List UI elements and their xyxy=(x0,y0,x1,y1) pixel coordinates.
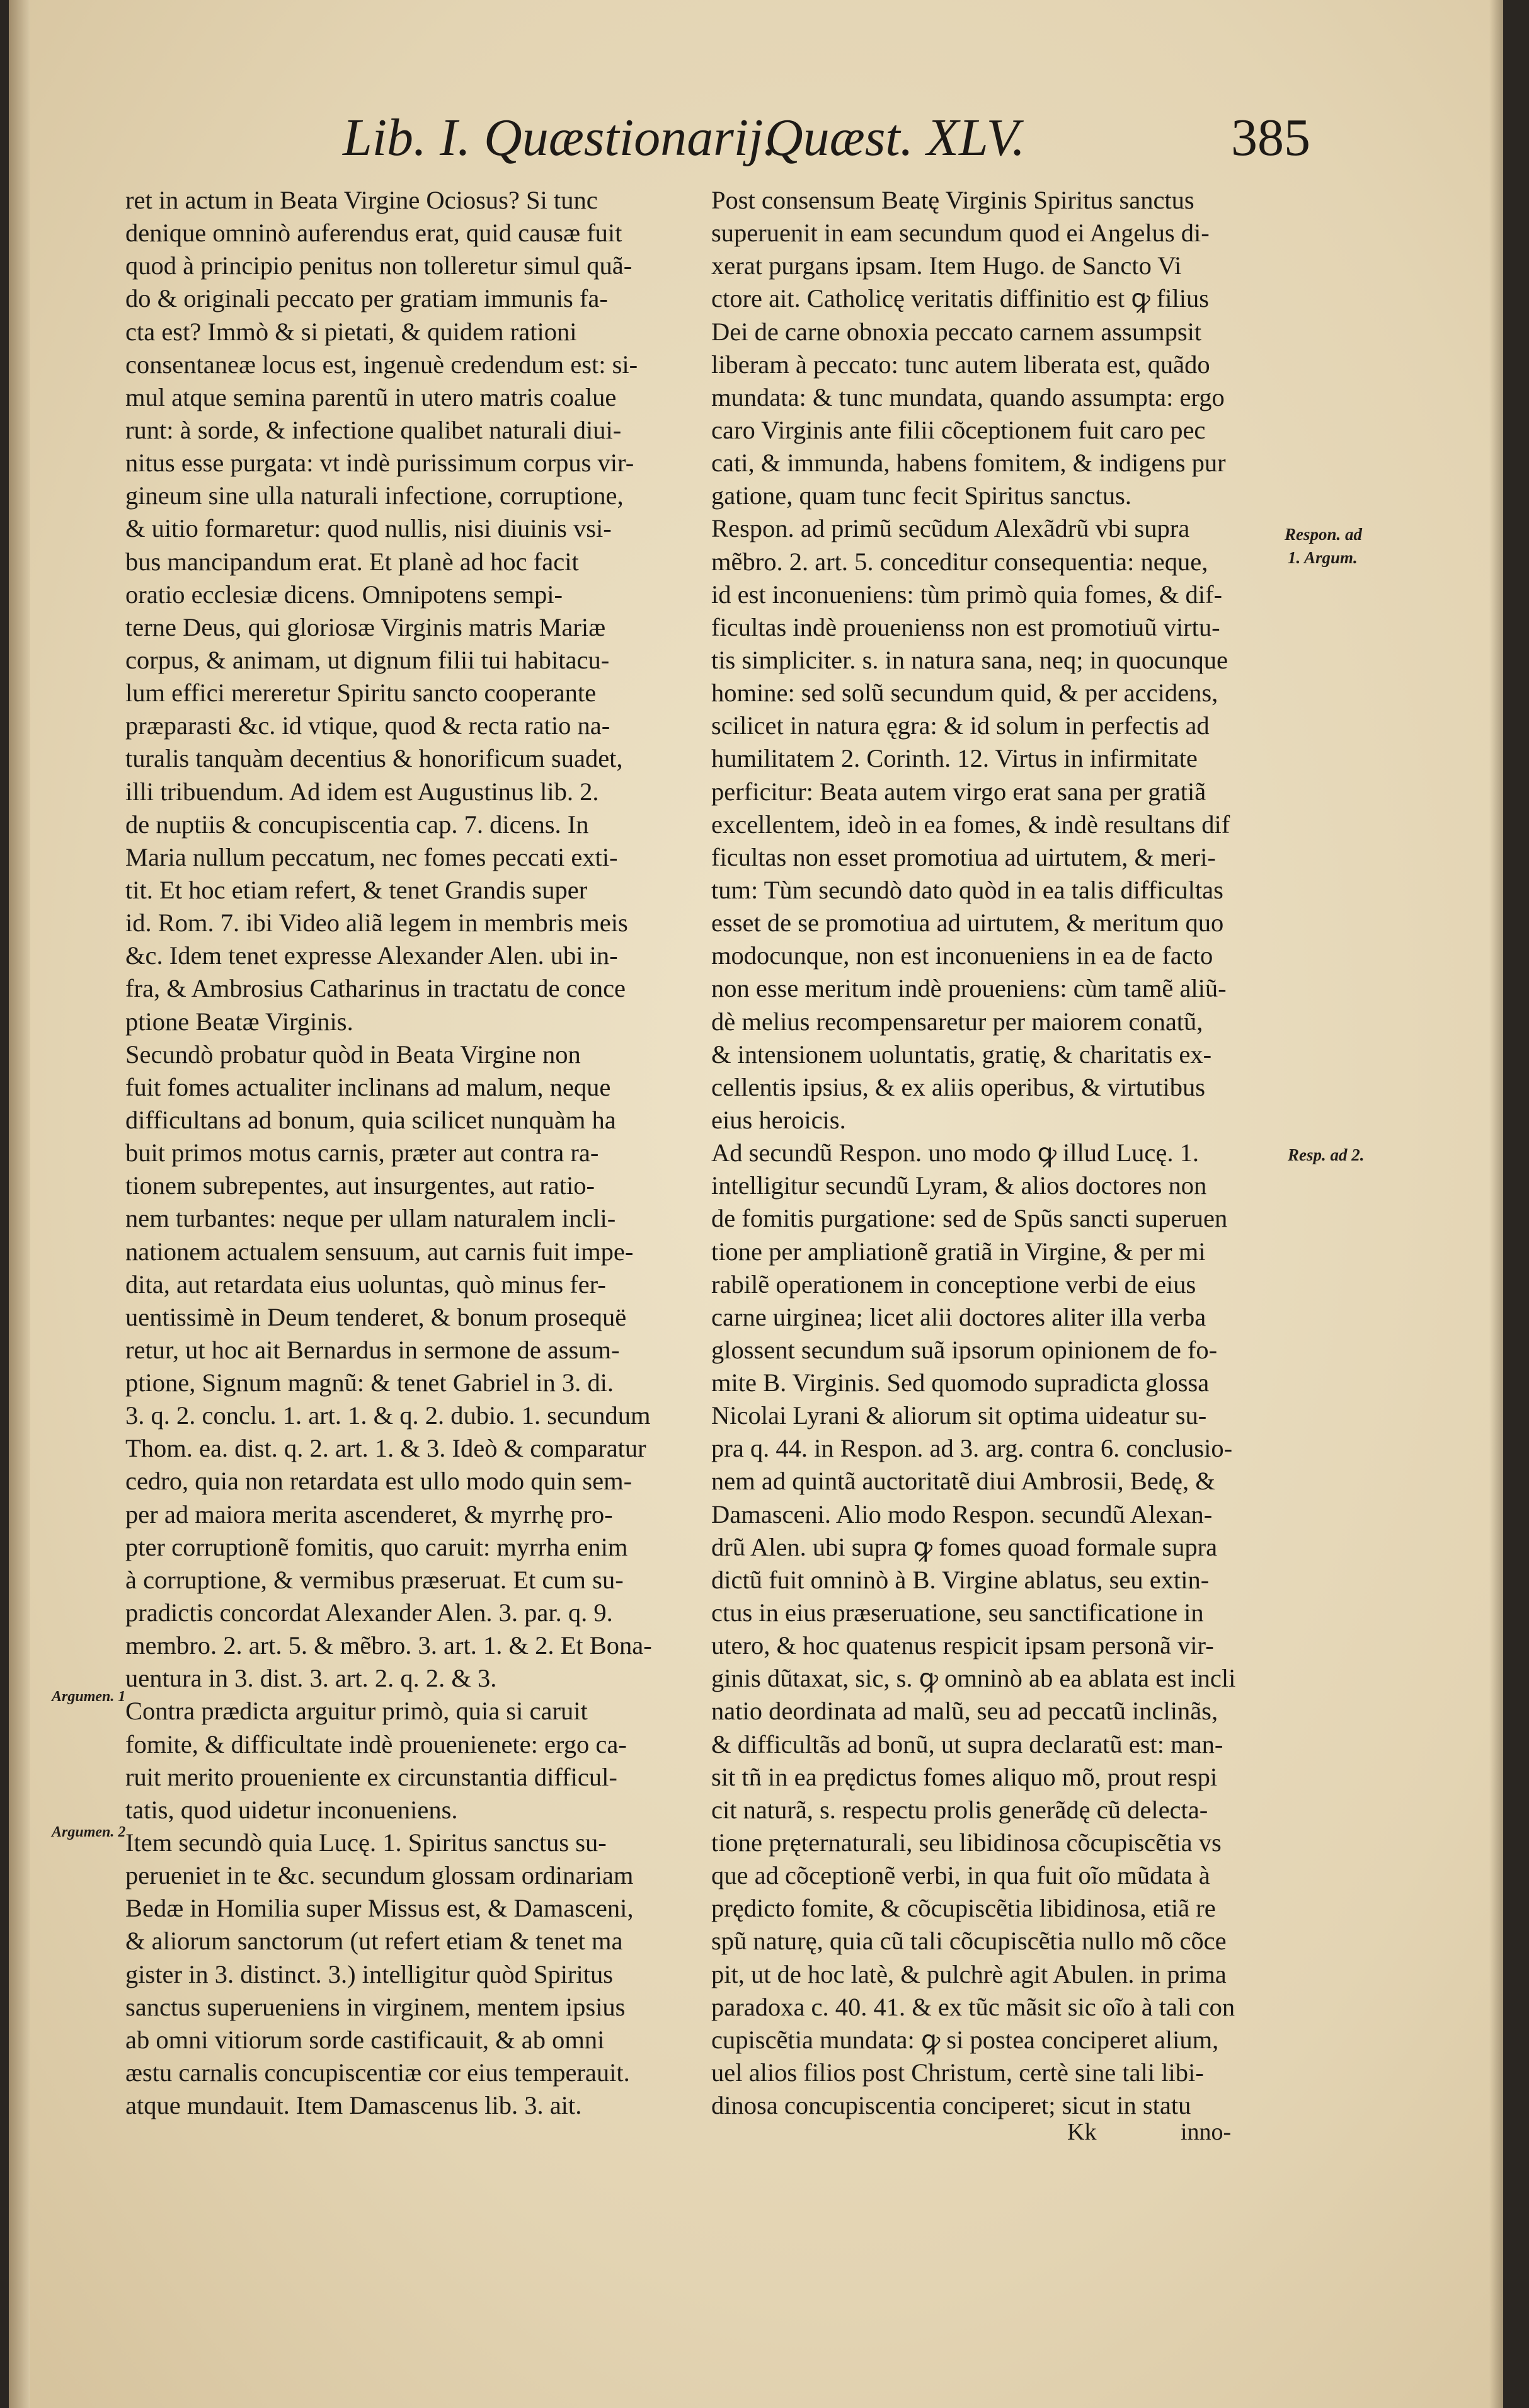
text-line: dita, aut retardata eius uoluntas, quò minus fer- xyxy=(125,1270,606,1299)
text-line: natio deordinata ad malũ, seu ad peccatũ inclinãs, xyxy=(711,1697,1218,1726)
text-line: pter corruptionẽ fomitis, quo caruit: myrrha enim xyxy=(125,1532,628,1561)
text-line: æstu carnalis concupiscentiæ cor eius temperauit. xyxy=(125,2058,630,2087)
text-line: buit primos motus carnis, præter aut contra ra- xyxy=(125,1138,599,1167)
page-edge-shadow xyxy=(1489,0,1503,2408)
text-line: utero, & hoc quatenus respicit ipsam personã vir- xyxy=(711,1631,1214,1660)
text-line: tione pręternaturali, seu libidinosa cõcupiscẽtia vs xyxy=(711,1828,1222,1857)
text-line: Damasceni. Alio modo Respon. secundũ Alexan- xyxy=(711,1499,1213,1528)
text-line: per ad maiora merita ascenderet, & myrrhę pro- xyxy=(125,1499,613,1528)
text-line: tatis, quod uidetur inconueniens. xyxy=(125,1795,458,1824)
text-line: ptione Beatæ Virginis. xyxy=(125,1007,353,1036)
text-line: membro. 2. art. 5. & mẽbro. 3. art. 1. & 2. Et Bona- xyxy=(125,1631,652,1660)
text-line: modocunque, non est inconueniens in ea de facto xyxy=(711,941,1213,970)
binding-gutter xyxy=(9,0,30,2408)
text-line: ctus in eius præseruatione, seu sanctificatione in xyxy=(711,1598,1204,1627)
text-line: à corruptione, & vermibus præseruat. Et cum su- xyxy=(125,1565,624,1594)
text-line: de nuptiis & concupiscentia cap. 7. dicens. In xyxy=(125,810,589,839)
text-line: consentaneæ locus est, ingenuè credendum est: si- xyxy=(125,350,638,379)
text-line: excellentem, ideò in ea fomes, & indè resultans dif xyxy=(711,810,1230,839)
text-line: denique omninò auferendus erat, quid causæ fuit xyxy=(125,219,622,248)
text-line: superuenit in eam secundum quod ei Angelus di- xyxy=(711,219,1210,248)
text-line: perficitur: Beata autem virgo erat sana per gratiã xyxy=(711,777,1206,806)
text-line: Nicolai Lyrani & aliorum sit optima uideatur su- xyxy=(711,1401,1207,1430)
text-line: glossent secundum suã ipsorum opinionem de fo- xyxy=(711,1335,1218,1364)
text-line: 3. q. 2. conclu. 1. art. 1. & q. 2. dubio. 1. secundum xyxy=(125,1401,651,1430)
text-line: pradictis concordat Alexander Alen. 3. par. q. 9. xyxy=(125,1598,613,1627)
text-line: gineum sine ulla naturali infectione, corruptione, xyxy=(125,481,624,510)
text-line: Post consensum Beatę Virginis Spiritus sanctus xyxy=(711,186,1194,214)
text-line: non esse meritum indè proueniens: cùm tamẽ aliũ- xyxy=(711,974,1227,1003)
text-line: homine: sed solũ secundum quid, & per accidens, xyxy=(711,679,1218,708)
text-line: ptione, Signum magnũ: & tenet Gabriel in 3. di. xyxy=(125,1368,614,1397)
text-line: dè melius recompensaretur per maiorem conatũ, xyxy=(711,1007,1203,1036)
margin-note-argumen-2: Argumen. 2 xyxy=(52,1824,126,1840)
text-line: tionem subrepentes, aut insurgentes, aut ratio- xyxy=(125,1171,595,1200)
text-line: drũ Alen. ubi supra ꝙ fomes quoad formale supra xyxy=(711,1532,1218,1561)
margin-note-1-argum: 1. Argum. xyxy=(1288,548,1358,567)
text-line: atque mundauit. Item Damascenus lib. 3. ait. xyxy=(125,2091,582,2120)
text-line: & difficultãs ad bonũ, ut supra declaratũ est: man- xyxy=(711,1729,1223,1758)
text-line: lum effici mereretur Spiritu sancto cooperante xyxy=(125,679,597,708)
text-line: pit, ut de hoc latè, & pulchrè agit Abulen. in prima xyxy=(711,1959,1227,1988)
text-line: rabilẽ operationem in conceptione verbi de eius xyxy=(711,1270,1196,1299)
text-line: mundata: & tunc mundata, quando assumpta: ergo xyxy=(711,382,1225,411)
catchword: inno- xyxy=(1181,2119,1232,2145)
text-line: mul atque semina parentũ in utero matris coalue xyxy=(125,382,617,411)
text-line: humilitatem 2. Corinth. 12. Virtus in infirmitate xyxy=(711,744,1198,773)
text-line: nationem actualem sensuum, aut carnis fuit impe- xyxy=(125,1237,634,1266)
text-line: ficultas indè prouenienss non est promotiuũ virtu- xyxy=(711,612,1220,641)
text-line: Secundò probatur quòd in Beata Virgine non xyxy=(125,1040,581,1069)
text-line: corpus, & animam, ut dignum filii tui habitacu- xyxy=(125,645,610,674)
text-line: Item secundò quia Lucę. 1. Spiritus sanctus su- xyxy=(125,1828,607,1857)
text-line: cedro, quia non retardata est ullo modo quin sem- xyxy=(125,1467,633,1496)
text-line: id est inconueniens: tùm primò quia fomes, & dif- xyxy=(711,580,1222,609)
text-line: intelligitur secundũ Lyram, & alios doctores non xyxy=(711,1171,1207,1200)
margin-note-respon-ad-1: Respon. ad xyxy=(1285,525,1363,544)
text-line: liberam à peccato: tunc autem liberata est, quãdo xyxy=(711,350,1210,379)
text-line: cupiscẽtia mundata: ꝙ si postea conciperet alium, xyxy=(711,2025,1219,2054)
text-line: difficultans ad bonum, quia scilicet nunquàm ha xyxy=(125,1105,616,1134)
text-line: mite B. Virginis. Sed quomodo supradicta glossa xyxy=(711,1368,1210,1397)
text-line: nitus esse purgata: vt indè purissimum corpus vir- xyxy=(125,449,634,478)
text-line: illi tribuendum. Ad idem est Augustinus lib. 2. xyxy=(125,777,599,806)
header-question: Quæst. XLV. xyxy=(765,108,1026,167)
left-column xyxy=(125,184,680,2122)
text-line: &c. Idem tenet expresse Alexander Alen. ubi in- xyxy=(125,941,618,970)
text-line: bus mancipandum erat. Et planè ad hoc facit xyxy=(125,547,579,576)
text-line: turalis tanquàm decentius & honorificum suadet, xyxy=(125,744,623,773)
text-line: ficultas non esset promotiua ad uirtutem, & meri- xyxy=(711,842,1216,871)
text-line: de fomitis purgatione: sed de Spũs sancti superuen xyxy=(711,1204,1228,1233)
text-line: & aliorum sanctorum (ut refert etiam & tenet ma xyxy=(125,1927,623,1956)
text-line: cta est? Immò & si pietati, & quidem rationi xyxy=(125,317,577,346)
text-line: cati, & immunda, habens fomitem, & indigens pur xyxy=(711,449,1226,478)
text-line: ginis dũtaxat, sic, s. ꝙ omninò ab ea ablata est incli xyxy=(711,1664,1236,1693)
text-line: sit tñ in ea prędictus fomes aliquo mõ, prout respi xyxy=(711,1762,1218,1791)
text-line: fra, & Ambrosius Catharinus in tractatu de conce xyxy=(125,974,626,1003)
text-line: Contra prædicta arguitur primò, quia si caruit xyxy=(125,1697,588,1726)
text-line: tis simpliciter. s. in natura sana, neq; in quocunque xyxy=(711,645,1228,674)
text-line: perueniet in te &c. secundum glossam ordinariam xyxy=(125,1861,634,1890)
text-line: tum: Tùm secundò dato quòd in ea talis difficultas xyxy=(711,875,1223,904)
text-line: scilicet in natura ęgra: & id solum in perfectis ad xyxy=(711,711,1210,740)
text-line: caro Virginis ante filii cõceptionem fuit caro pec xyxy=(711,415,1206,444)
text-line: oratio ecclesiæ dicens. Omnipotens sempi- xyxy=(125,580,563,609)
text-line: ab omni vitiorum sorde castificauit, & ab omni xyxy=(125,2025,605,2054)
text-line: terne Deus, qui gloriosæ Virginis matris Mariæ xyxy=(125,612,606,641)
running-header xyxy=(343,107,1313,183)
text-line: dinosa concupiscentia conciperet; sicut in statu xyxy=(711,2091,1191,2120)
text-line: quod à principio penitus non tolleretur simul quã- xyxy=(125,251,633,280)
text-line: uentissimè in Deum tenderet, & bonum prosequë xyxy=(125,1302,627,1331)
text-line: mẽbro. 2. art. 5. conceditur consequentia: neque, xyxy=(711,547,1208,576)
text-line: Thom. ea. dist. q. 2. art. 1. & 3. Ideò & comparatur xyxy=(125,1434,646,1463)
text-line: pra q. 44. in Respon. ad 3. arg. contra 6. conclusio- xyxy=(711,1434,1233,1463)
text-line: uel alios filios post Christum, certè sine tali libi- xyxy=(711,2058,1204,2087)
text-line: esset de se promotiua ad uirtutem, & meritum quo xyxy=(711,909,1224,937)
text-line: tione per ampliationẽ gratiã in Virgine, & per mi xyxy=(711,1237,1206,1266)
text-line: tit. Et hoc etiam refert, & tenet Grandis super xyxy=(125,875,588,904)
text-line: Bedæ in Homilia super Missus est, & Damasceni, xyxy=(125,1894,634,1923)
text-line: que ad cõceptionẽ verbi, in qua fuit oĩo mũdata à xyxy=(711,1861,1210,1890)
right-column xyxy=(711,184,1297,2122)
text-line: ctore ait. Catholicę veritatis diffinitio est ꝙ filius xyxy=(711,284,1209,313)
text-line: uentura in 3. dist. 3. art. 2. q. 2. & 3. xyxy=(125,1664,497,1693)
margin-note-resp-ad-2: Resp. ad 2. xyxy=(1288,1145,1365,1164)
text-line: fuit fomes actualiter inclinans ad malum, neque xyxy=(125,1072,611,1101)
book-page xyxy=(9,0,1503,2408)
text-line: gatione, quam tunc fecit Spiritus sanctus. xyxy=(711,481,1131,510)
page-number: 385 xyxy=(1231,108,1310,167)
text-line: Ad secundũ Respon. uno modo ꝙ illud Lucę. 1. xyxy=(711,1138,1199,1167)
text-line: & uitio formaretur: quod nullis, nisi diuinis vsi- xyxy=(125,514,612,543)
signature-mark: Kk xyxy=(1067,2119,1097,2145)
text-line: nem turbantes: neque per ullam naturalem incli- xyxy=(125,1204,616,1233)
margin-note-argumen-1: Argumen. 1 xyxy=(52,1688,126,1705)
text-line: gister in 3. distinct. 3.) intelligitur quòd Spiritus xyxy=(125,1959,613,1988)
text-line: cellentis ipsius, & ex aliis operibus, & virtutibus xyxy=(711,1072,1206,1101)
text-line: dictũ fuit omninò à B. Virgine ablatus, seu extin- xyxy=(711,1565,1210,1594)
text-line: fomite, & difficultate indè prouenienete: ergo ca- xyxy=(125,1729,627,1758)
text-line: ret in actum in Beata Virgine Ociosus? Si tunc xyxy=(125,186,598,214)
text-line: spũ naturę, quia cũ tali cõcupiscẽtia nullo mõ cõce xyxy=(711,1927,1227,1956)
text-line: & intensionem uoluntatis, gratię, & charitatis ex- xyxy=(711,1040,1212,1069)
text-line: nem ad quintã auctoritatẽ diui Ambrosii, Bedę, & xyxy=(711,1467,1215,1496)
text-line: xerat purgans ipsam. Item Hugo. de Sancto Vi xyxy=(711,251,1182,280)
text-line: prędicto fomite, & cõcupiscẽtia libidinosa, etiã re xyxy=(711,1894,1216,1923)
text-line: carne uirginea; licet alii doctores aliter illa verba xyxy=(711,1302,1206,1331)
text-line: id. Rom. 7. ibi Video aliã legem in membris meis xyxy=(125,909,628,937)
text-line: Dei de carne obnoxia peccato carnem assumpsit xyxy=(711,317,1202,346)
text-line: do & originali peccato per gratiam immunis fa- xyxy=(125,284,608,313)
header-book-title: Lib. I. Quæstionarij. xyxy=(343,108,777,167)
text-line: paradoxa c. 40. 41. & ex tũc mãsit sic oĩo à tali con xyxy=(711,1992,1235,2021)
text-line: præparasti &c. id vtique, quod & recta ratio na- xyxy=(125,711,610,740)
text-line: ruit merito proueniente ex circunstantia difficul- xyxy=(125,1762,617,1791)
text-line: Maria nullum peccatum, nec fomes peccati exti- xyxy=(125,842,618,871)
text-line: eius heroicis. xyxy=(711,1105,846,1134)
text-line: Respon. ad primũ secũdum Alexãdrũ vbi supra xyxy=(711,514,1190,543)
text-line: retur, ut hoc ait Bernardus in sermone de assum- xyxy=(125,1335,620,1364)
text-line: cit naturã, s. respectu prolis generãdę cũ delecta- xyxy=(711,1795,1208,1824)
text-line: sanctus superueniens in virginem, mentem ipsius xyxy=(125,1992,626,2021)
text-line: runt: à sorde, & infectione qualibet naturali diui- xyxy=(125,415,622,444)
